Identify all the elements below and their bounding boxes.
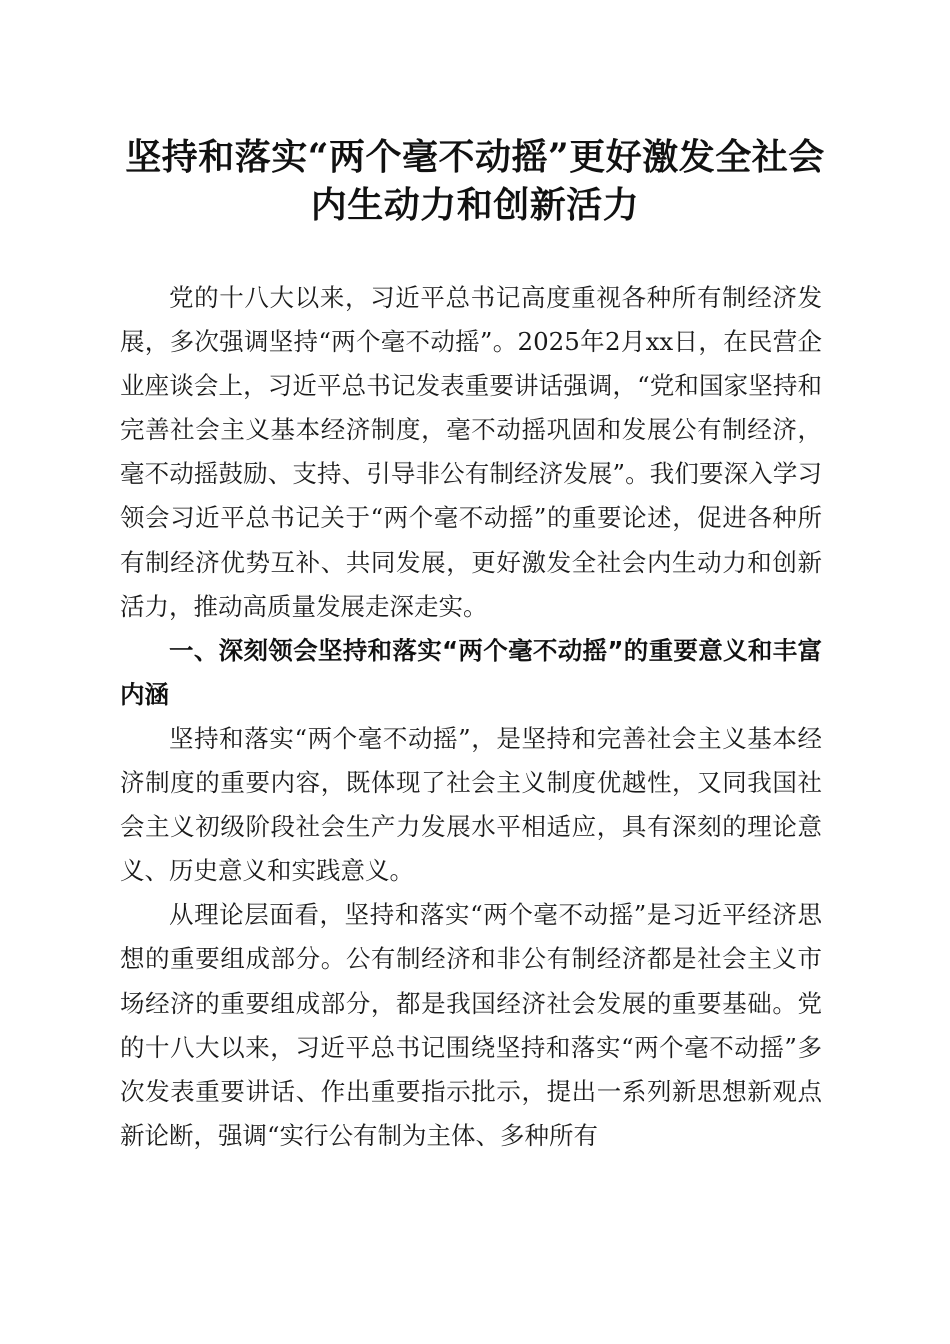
section1-paragraph-1: 坚持和落实“两个毫不动摇”，是坚持和完善社会主义基本经济制度的重要内容，既体现了社会主义制度优越性，又同我国社会主义初级阶段社会生产力发展水平相适应，具有深刻的理论意义、历史意义和实践意义。 (120, 723, 822, 886)
section1-paragraph-2: 从理论层面看，坚持和落实“两个毫不动摇”是习近平经济思想的重要组成部分。公有制经济和非公有制经济都是社会主义市场经济的重要组成部分，都是我国经济社会发展的重要基础。党的十八大以来，习近平总书记围绕坚持和落实“两个毫不动摇”多次发表重要讲话、作出重要指示批示，提出一系列新思想新观点新论断，强调“实行公有制为主体、多种所有 (120, 900, 822, 1150)
document-title (80, 133, 870, 229)
title-line-2: 内生动力和创新活力 (310, 184, 640, 226)
document-body (120, 276, 822, 1158)
title-line-1: 坚持和落实“两个毫不动摇”更好激发全社会 (125, 136, 825, 178)
intro-paragraph: 党的十八大以来，习近平总书记高度重视各种所有制经济发展，多次强调坚持“两个毫不动摇”。2025年2月xx日，在民营企业座谈会上，习近平总书记发表重要讲话强调，“党和国家坚持和完善社会主义基本经济制度，毫不动摇巩固和发展公有制经济，毫不动摇鼓励、支持、引导非公有制经济发展”。我们要深入学习领会习近平总书记关于“两个毫不动摇”的重要论述，促进各种所有制经济优势互补、共同发展，更好激发全社会内生动力和创新活力，推动高质量发展走深走实。 (120, 283, 822, 621)
section-heading-1: 一、深刻领会坚持和落实“两个毫不动摇”的重要意义和丰富内涵 (120, 635, 822, 709)
